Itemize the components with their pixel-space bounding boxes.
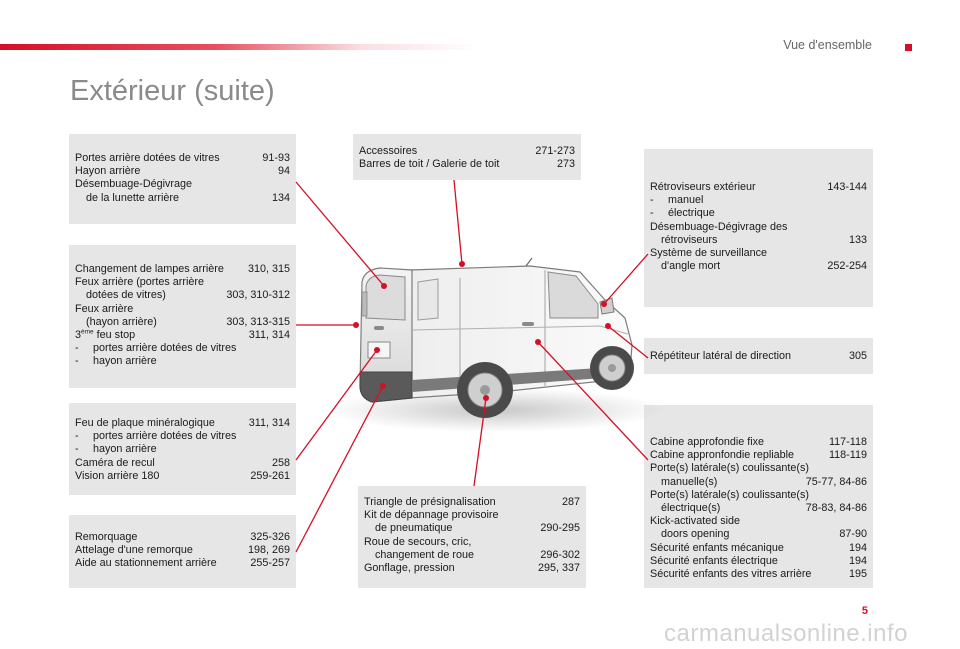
ref-row: Rétroviseurs extérieur 143-144 bbox=[650, 181, 867, 193]
ref-row: (hayon arrière) 303, 313-315 bbox=[86, 315, 290, 328]
ref-row: rétroviseurs 133 bbox=[661, 233, 867, 246]
callout-dot bbox=[459, 261, 465, 267]
ref-row: Kick-activated side bbox=[650, 515, 741, 528]
ref-row: manuelle(s) 75-77, 84-86 bbox=[661, 475, 867, 488]
ref-row: Sécurité enfants des vitres arrière 195 bbox=[650, 568, 867, 581]
ref-row: Porte(s) latérale(s) coulissante(s) bbox=[650, 488, 810, 501]
callout-dot bbox=[374, 347, 380, 353]
ref-row: Portes arrière dotées de vitres 91-93 bbox=[75, 152, 290, 164]
watermark: carmanualsonline.info bbox=[664, 620, 908, 647]
ref-row: Cabine approfondie fixe 117-118 bbox=[650, 436, 867, 448]
ref-row: de la lunette arrière 134 bbox=[86, 191, 290, 204]
ref-row: Changement de lampes arrière 310, 315 bbox=[75, 263, 290, 275]
ref-row: Désembuage-Dégivrage des bbox=[650, 220, 788, 233]
ref-row: Désembuage-Dégivrage bbox=[75, 178, 193, 191]
ref-row: Triangle de présignalisation 287 bbox=[364, 496, 580, 508]
ref-row: Vision arrière 180 259-261 bbox=[75, 469, 290, 482]
ref-row: doors opening 87-90 bbox=[661, 528, 867, 541]
van-antenna bbox=[526, 258, 532, 266]
dash-item: - électrique bbox=[650, 207, 715, 220]
ref-row: Aide au stationnement arrière 255-257 bbox=[75, 557, 290, 570]
callout-dot bbox=[483, 395, 489, 401]
ref-row: Kit de dépannage provisoire bbox=[364, 509, 499, 522]
van-front-wheel bbox=[590, 346, 634, 390]
ref-row: changement de roue 296-302 bbox=[375, 548, 580, 561]
van-rear-handle bbox=[374, 326, 384, 330]
dash-item: - manuel bbox=[650, 194, 704, 207]
van-cab-window bbox=[548, 272, 598, 318]
van-rear-window bbox=[366, 275, 405, 320]
ref-row: Caméra de recul 258 bbox=[75, 456, 290, 469]
callout-dot bbox=[380, 383, 386, 389]
callout-dot bbox=[605, 323, 611, 329]
callout-line-accessories bbox=[454, 180, 462, 264]
ref-row: Accessoires 271-273 bbox=[359, 145, 575, 157]
van-rear-bumper bbox=[360, 372, 412, 402]
ref-row: Cabine appronfondie repliable 118-119 bbox=[650, 449, 867, 462]
ref-row: Attelage d'une remorque 198, 269 bbox=[75, 544, 290, 557]
ref-row: Roue de secours, cric, bbox=[364, 535, 472, 548]
ref-row: 3ème feu stop 311, 314 bbox=[75, 328, 290, 342]
ref-row: Répétiteur latéral de direction 305 bbox=[650, 350, 867, 362]
page-number: 5 bbox=[861, 605, 868, 617]
callout-dot bbox=[535, 339, 541, 345]
ref-row: Remorquage 325-326 bbox=[75, 531, 290, 543]
ref-row: Système de surveillance bbox=[650, 247, 768, 260]
callout-line-mirrors bbox=[604, 254, 648, 304]
dash-item: - portes arrière dotées de vitres bbox=[75, 342, 237, 355]
callout-dot bbox=[353, 322, 359, 328]
callout-dot bbox=[381, 283, 387, 289]
ref-row: d'angle mort 252-254 bbox=[661, 260, 867, 273]
ref-row: Porte(s) latérale(s) coulissante(s) bbox=[650, 462, 810, 475]
dash-item: - hayon arrière bbox=[75, 355, 157, 368]
page-title: Extérieur (suite) bbox=[70, 75, 275, 107]
ref-row: dotées de vitres) 303, 310-312 bbox=[86, 289, 290, 302]
ref-row: Sécurité enfants électrique 194 bbox=[650, 554, 867, 567]
ref-row: Gonflage, pression 295, 337 bbox=[364, 562, 580, 575]
dash-item: - hayon arrière bbox=[75, 443, 157, 456]
ref-row: Sécurité enfants mécanique 194 bbox=[650, 541, 867, 554]
ref-row: de pneumatique 290-295 bbox=[375, 522, 580, 535]
callout-dot bbox=[601, 301, 607, 307]
van-rear-lamp bbox=[362, 292, 367, 316]
ref-row: Feu de plaque minéralogique 311, 314 bbox=[75, 417, 290, 429]
ref-row: électrique(s) 78-83, 84-86 bbox=[661, 502, 867, 515]
callout-line-rear-doors bbox=[296, 182, 384, 286]
ref-row: Feux arrière (portes arrière bbox=[75, 276, 205, 289]
van-door-handle bbox=[522, 322, 534, 326]
ref-row: Hayon arrière 94 bbox=[75, 165, 290, 178]
van-side-window bbox=[418, 279, 438, 320]
dash-item: - portes arrière dotées de vitres bbox=[75, 430, 237, 443]
section-label: Vue d'ensemble bbox=[783, 38, 872, 52]
ref-row: Barres de toit / Galerie de toit 273 bbox=[359, 158, 575, 171]
ref-row: Feux arrière bbox=[75, 302, 134, 315]
